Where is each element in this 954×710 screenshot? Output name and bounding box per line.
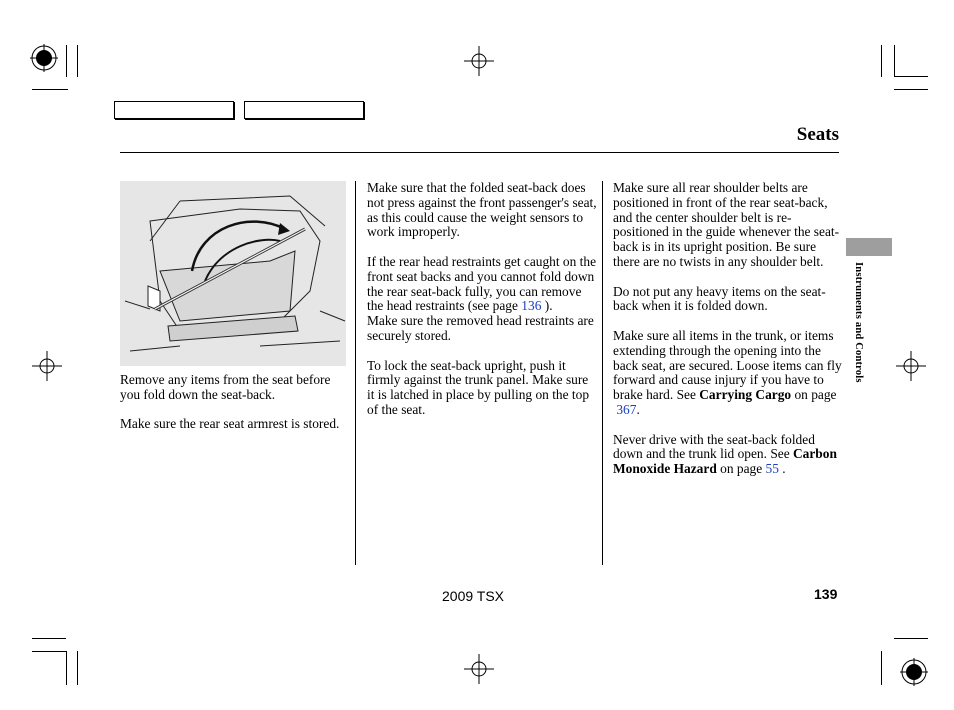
- column-divider: [355, 181, 356, 565]
- text: on page: [716, 461, 766, 477]
- text: Never drive with the seat-back folded down and the trunk lid open. See: [613, 431, 815, 462]
- paragraph: To lock the seat-back upright, push it firmly against the trunk panel. Make sure it is latched in place by pulling on the top of the seat.: [367, 357, 590, 417]
- paragraph: Make sure the rear seat armrest is stored.: [120, 416, 340, 432]
- crop-mark: [894, 45, 895, 77]
- crop-mark: [32, 638, 66, 639]
- crop-mark: [894, 638, 928, 639]
- crop-mark: [881, 651, 882, 685]
- paragraph: Do not put any heavy items on the seat-back when it is folded down.: [613, 283, 826, 314]
- column-1: [120, 373, 346, 447]
- cross-reference: Carrying Cargo: [699, 387, 792, 403]
- cross-reference: Carbon Monoxide Hazard: [613, 446, 837, 477]
- page-number: 139: [814, 586, 838, 602]
- crop-mark: [32, 651, 66, 652]
- footer-model: 2009 TSX: [442, 588, 505, 604]
- title-rule: [120, 152, 839, 153]
- column-3: [613, 181, 845, 492]
- text: .: [778, 461, 786, 477]
- crop-mark: [77, 45, 78, 77]
- paragraph: [367, 255, 597, 314]
- registration-target-icon: [900, 658, 928, 686]
- page-link[interactable]: 367: [616, 401, 637, 417]
- page-link[interactable]: 136: [521, 298, 542, 314]
- header-tab-box: [244, 101, 364, 119]
- crop-mark: [66, 651, 67, 685]
- crosshair-icon: [464, 46, 494, 76]
- paragraph: Remove any items from the seat before you fold down the seat-back.: [120, 372, 331, 402]
- seat-fold-illustration: [120, 181, 346, 366]
- paragraph: Make sure the removed head restraints are securely stored.: [367, 313, 594, 343]
- text: .: [636, 401, 640, 417]
- section-tab-label: Instruments and Controls: [853, 262, 864, 383]
- column-divider: [602, 181, 603, 565]
- crop-mark: [881, 45, 882, 77]
- crosshair-icon: [32, 351, 62, 381]
- column-2: [367, 181, 597, 433]
- paragraph: Make sure all rear shoulder belts are positioned in front of the rear seat-back, and the center shoulder belt is re-positioned in the guide whenever the seat-back is in its upright position. Be sure there are no twists in any shoulder belt.: [613, 180, 840, 269]
- text: Make sure all items in the trunk, or items extending through the opening into the back seat, are secured. Loose items can fly forward and cause injury if you have to brake hard. See: [613, 327, 842, 403]
- crop-mark: [894, 76, 928, 77]
- crop-mark: [894, 89, 928, 90]
- registration-target-icon: [30, 44, 58, 72]
- section-tab-marker: [846, 238, 892, 256]
- crosshair-icon: [464, 654, 494, 684]
- text: ).: [541, 298, 553, 314]
- crop-mark: [32, 89, 68, 90]
- paragraph: [613, 433, 845, 477]
- paragraph: Make sure that the folded seat-back does not press against the front passenger's seat, as this could cause the weight sensors to work improperly.: [367, 180, 597, 240]
- crosshair-icon: [896, 351, 926, 381]
- page-link[interactable]: 55: [765, 461, 779, 477]
- text: If the rear head restraints get caught on the front seat backs and you cannot fold down the rear seat-back fully, you can remove the head restraints (see page: [367, 253, 597, 314]
- paragraph: [613, 329, 845, 418]
- crop-mark: [77, 651, 78, 685]
- text: on page: [791, 387, 837, 403]
- crop-mark: [66, 45, 67, 77]
- header-tab-box: [114, 101, 234, 119]
- page-title: Seats: [796, 124, 839, 145]
